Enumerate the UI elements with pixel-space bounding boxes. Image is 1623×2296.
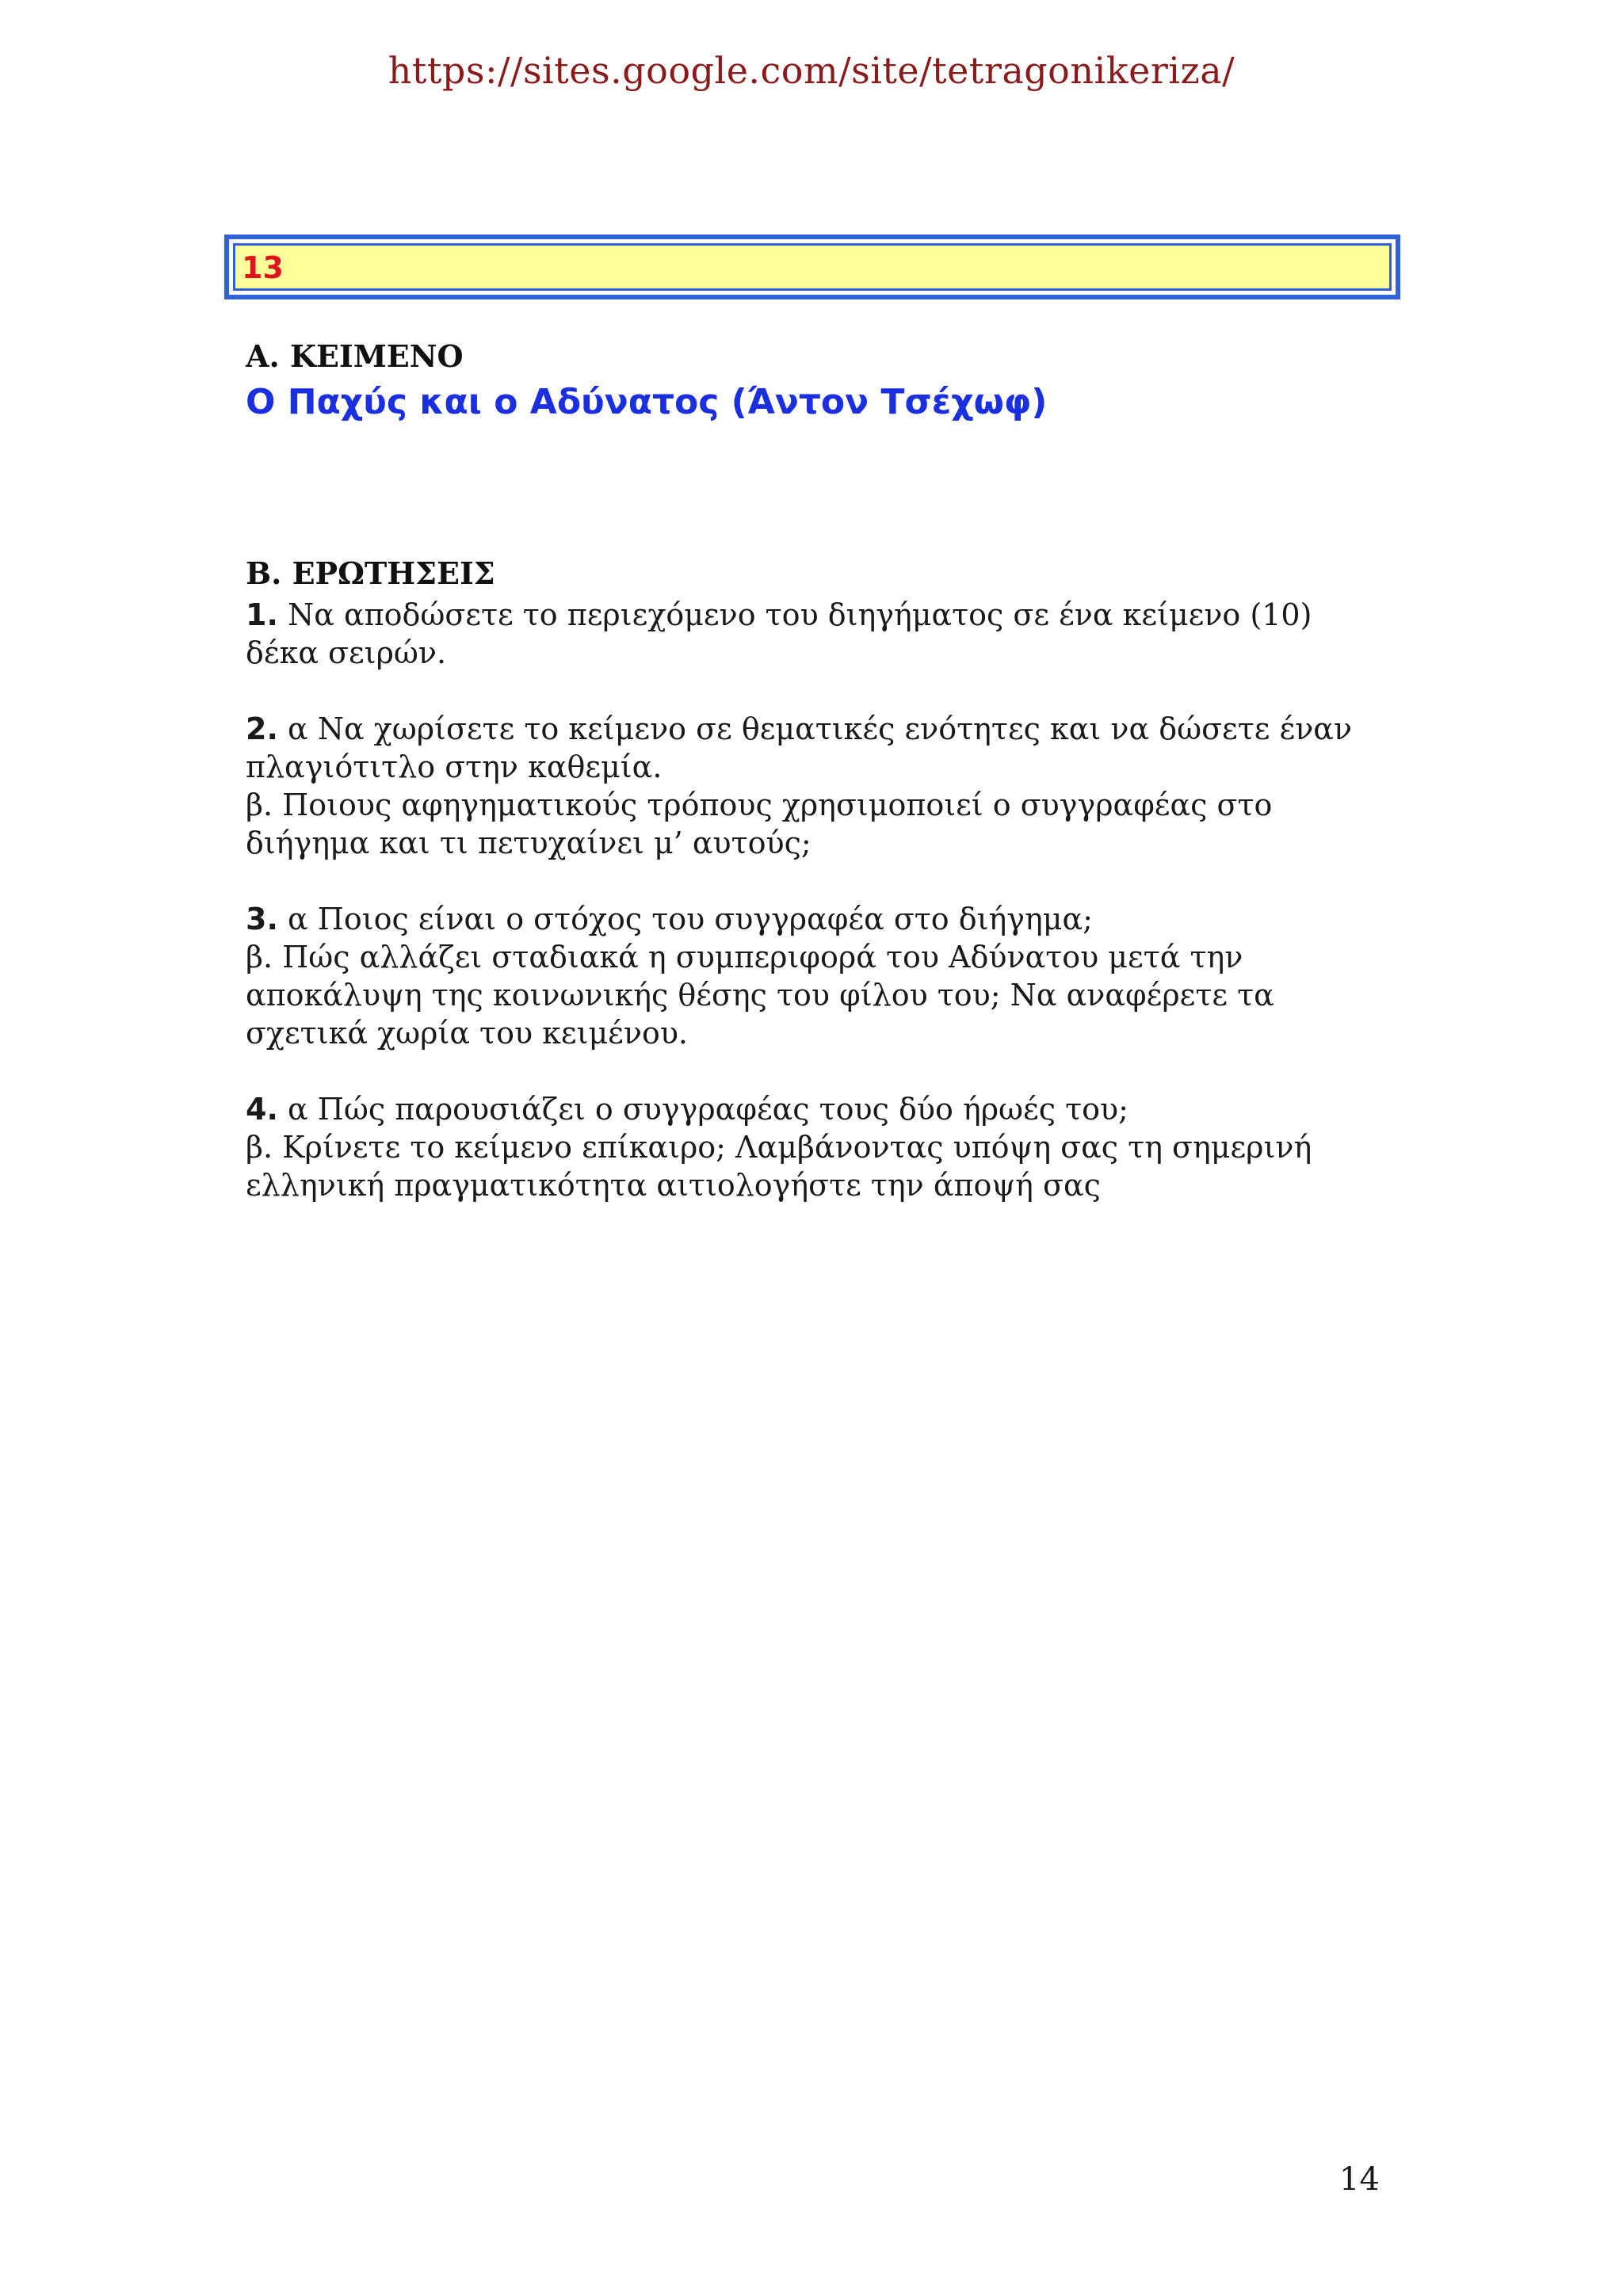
text-title: Ο Παχύς και ο Αδύνατος (Άντον Τσέχωφ) [246,382,1048,422]
question-line: β. Κρίνετε το κείμενο επίκαιρο; Λαμβάνοντας υπόψη σας τη σημερινή [246,1130,1312,1165]
header-url[interactable]: https://sites.google.com/site/tetragonikeriza/ [388,49,1235,92]
question-number: 3. [246,902,278,936]
question-text: Να αποδώσετε το περιεχόμενο του διηγήματος σε ένα κείμενο (10) [277,597,1312,632]
question-line: β. Πώς αλλάζει σταδιακά η συμπεριφορά του Αδύνατου μετά την [246,940,1243,974]
question-number: 2. [246,711,278,746]
section-number: 13 [242,250,284,285]
question-3 [246,900,1403,1052]
question-line: β. Ποιους αφηγηματικούς τρόπους χρησιμοποιεί ο συγγραφέας στο [246,788,1273,822]
question-2 [246,710,1403,862]
question-4 [246,1090,1403,1204]
question-line: διήγημα και τι πετυχαίνει μ’ αυτούς; [246,826,812,860]
questions-section [246,551,1403,1204]
question-line: αποκάλυψη της κοινωνικής θέσης του φίλου του; Να αναφέρετε τα [246,978,1274,1013]
question-line: ελληνική πραγματικότητα αιτιολογήστε την άποψή σας [246,1168,1101,1203]
question-line: δέκα σειρών. [246,635,447,670]
section-number-box [224,235,1400,299]
question-line: σχετικά χωρία του κειμένου. [246,1016,689,1051]
question-text: α Πώς παρουσιάζει ο συγγραφέας τους δύο ήρωές του; [277,1092,1128,1127]
question-text: α Ποιος είναι ο στόχος του συγγραφέα στο διήγημα; [277,902,1093,936]
part-b-heading: Β. ΕΡΩΤΗΣΕΙΣ [246,555,495,591]
part-a-heading: Α. ΚΕΙΜΕΝΟ [246,338,464,374]
question-number: 1. [246,597,278,632]
question-text: α Να χωρίσετε το κείμενο σε θεματικές ενότητες και να δώσετε έναν [277,711,1353,746]
question-line [246,596,1403,634]
question-line [246,900,1403,938]
page-number: 14 [1339,2161,1380,2198]
document-content [246,334,1403,1242]
question-line [246,710,1403,748]
question-line [246,1090,1403,1128]
question-number: 4. [246,1092,278,1127]
question-line: πλαγιότιτλο στην καθεμία. [246,749,663,784]
section-number-box-inner [233,243,1392,291]
question-1 [246,596,1403,672]
